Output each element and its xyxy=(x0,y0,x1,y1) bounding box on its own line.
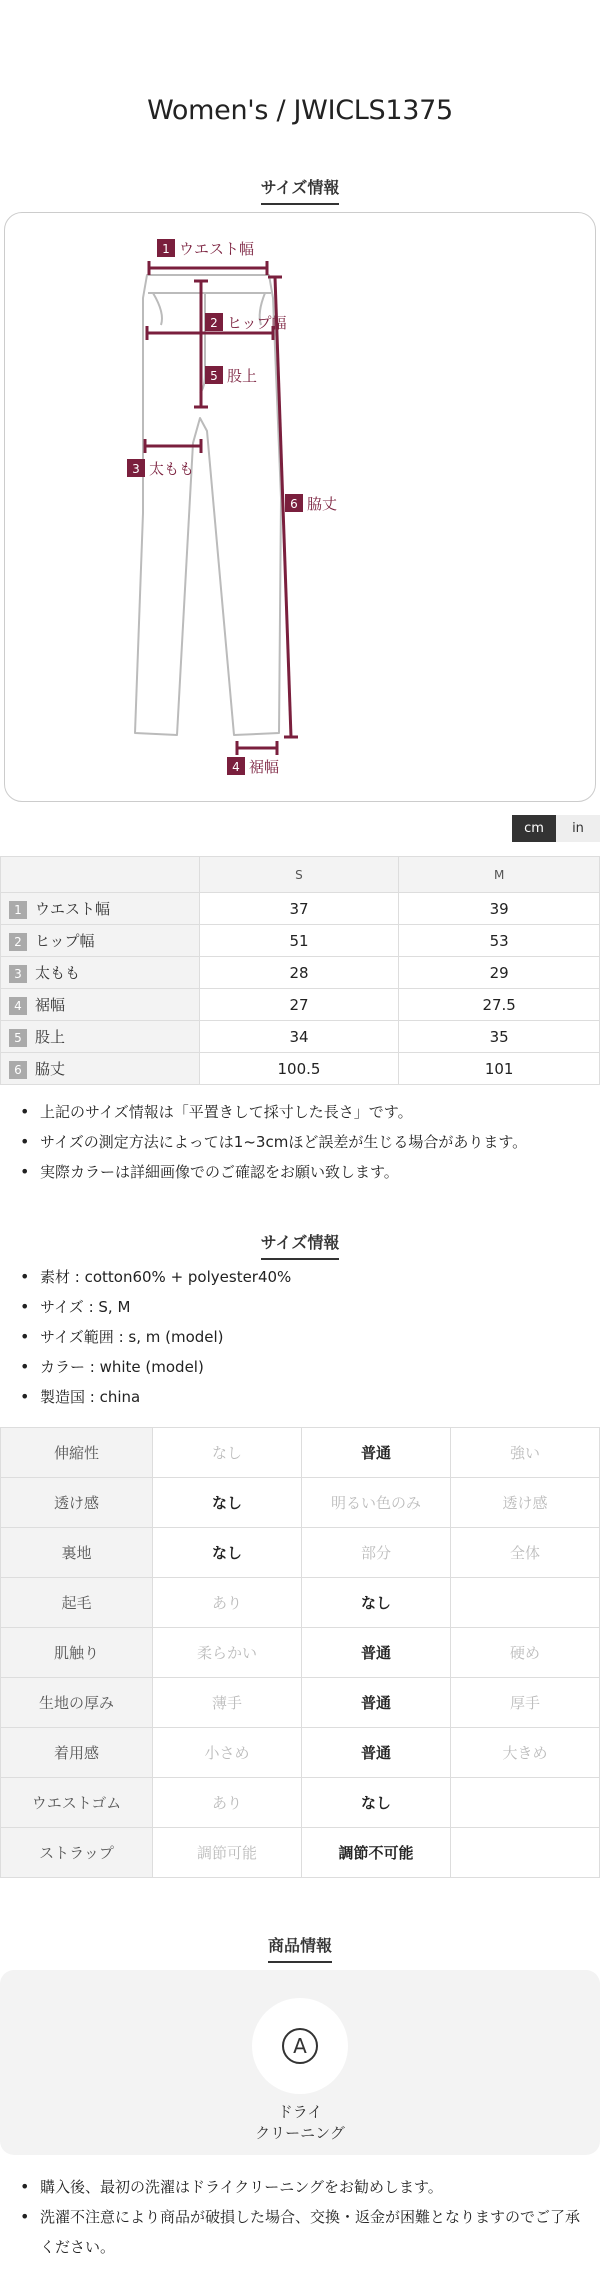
spec-list xyxy=(20,1262,590,1412)
fabric-attribute-label: 生地の厚み xyxy=(1,1678,153,1728)
care-panel xyxy=(0,1970,600,2155)
size-value: 34 xyxy=(199,1021,399,1053)
fabric-option: なし xyxy=(302,1778,451,1828)
fabric-option xyxy=(451,1578,600,1628)
table-row: 2 ヒップ幅 51 53 xyxy=(1,925,600,957)
fabric-option: 硬め xyxy=(451,1628,600,1678)
fabric-option: なし xyxy=(153,1428,302,1478)
size-diagram xyxy=(4,212,596,802)
size-value: 100.5 xyxy=(199,1053,399,1085)
size-value: 101 xyxy=(399,1053,600,1085)
fabric-attribute-label: 伸縮性 xyxy=(1,1428,153,1478)
table-row: 5 股上 34 35 xyxy=(1,1021,600,1053)
size-value: 27.5 xyxy=(399,989,600,1021)
material-heading: サイズ情報 xyxy=(0,1230,600,1260)
fabric-row xyxy=(1,1578,600,1628)
fabric-option: 普通 xyxy=(302,1428,451,1478)
row-label: 脇丈 xyxy=(35,1060,66,1078)
svg-text:1: 1 xyxy=(162,242,170,256)
svg-text:6: 6 xyxy=(290,497,298,511)
fabric-option: 厚手 xyxy=(451,1678,600,1728)
size-col-header: M xyxy=(399,857,600,893)
fabric-option: 調節可能 xyxy=(153,1828,302,1878)
svg-text:4: 4 xyxy=(232,760,240,774)
label-thigh xyxy=(127,459,194,478)
fabric-option: 強い xyxy=(451,1428,600,1478)
note-item: • 上記のサイズ情報は「平置きして採寸した長さ」です。 xyxy=(20,1097,590,1127)
care-label: ドライ クリーニング xyxy=(255,2103,345,2142)
row-label: 股上 xyxy=(35,1028,66,1046)
row-label: ウエスト幅 xyxy=(35,900,111,918)
spec-item: • カラー : white (model) xyxy=(20,1352,590,1382)
fabric-attribute-label: 起毛 xyxy=(1,1578,153,1628)
fabric-row xyxy=(1,1528,600,1578)
pants-diagram xyxy=(5,213,597,803)
fabric-row xyxy=(1,1628,600,1678)
size-value: 29 xyxy=(399,957,600,989)
note-item: • 洗濯不注意により商品が破損した場合、交換・返金が困難となりますのでご了承ください。 xyxy=(20,2202,590,2262)
fabric-option: 大きめ xyxy=(451,1728,600,1778)
fabric-option: 薄手 xyxy=(153,1678,302,1728)
product-info-heading: 商品情報 xyxy=(0,1933,600,1963)
unit-toggle xyxy=(512,815,600,842)
size-value: 37 xyxy=(199,893,399,925)
size-value: 28 xyxy=(199,957,399,989)
fabric-option: 明るい色のみ xyxy=(302,1478,451,1528)
fabric-table xyxy=(0,1427,600,1878)
table-row: 6 脇丈 100.5 101 xyxy=(1,1053,600,1085)
fabric-row xyxy=(1,1828,600,1878)
care-icon-circle xyxy=(252,1998,348,2094)
row-label: 裾幅 xyxy=(35,996,66,1014)
table-row: 4 裾幅 27 27.5 xyxy=(1,989,600,1021)
spec-item: • サイズ : S, M xyxy=(20,1292,590,1322)
fabric-attribute-label: ウエストゴム xyxy=(1,1778,153,1828)
svg-text:裾幅: 裾幅 xyxy=(249,758,280,776)
label-outseam xyxy=(285,494,337,513)
svg-text:3: 3 xyxy=(132,462,140,476)
size-value: 51 xyxy=(199,925,399,957)
svg-text:2: 2 xyxy=(210,316,218,330)
fabric-option: なし xyxy=(302,1578,451,1628)
fabric-option: 普通 xyxy=(302,1628,451,1678)
size-notes xyxy=(20,1097,590,1187)
spec-item: • 素材 : cotton60% + polyester40% xyxy=(20,1262,590,1292)
left-pocket-line xyxy=(153,293,162,325)
size-col-header: S xyxy=(199,857,399,893)
fabric-option xyxy=(451,1828,600,1878)
label-hem xyxy=(227,757,279,776)
note-item: • 実際カラーは詳細画像でのご確認をお願い致します。 xyxy=(20,1157,590,1187)
row-label: ヒップ幅 xyxy=(35,932,95,950)
row-label: 太もも xyxy=(35,964,81,982)
label-rise xyxy=(205,366,257,385)
fabric-attribute-label: 着用感 xyxy=(1,1728,153,1778)
fabric-option: あり xyxy=(153,1778,302,1828)
svg-text:ウエスト幅: ウエスト幅 xyxy=(179,240,255,258)
table-row: 3 太もも 28 29 xyxy=(1,957,600,989)
svg-text:股上: 股上 xyxy=(227,367,258,385)
fabric-option: 小さめ xyxy=(153,1728,302,1778)
fabric-row xyxy=(1,1678,600,1728)
unit-in-button[interactable]: in xyxy=(556,815,600,842)
fabric-row xyxy=(1,1728,600,1778)
label-hip xyxy=(205,313,287,332)
fabric-row xyxy=(1,1478,600,1528)
unit-cm-button[interactable]: cm xyxy=(512,815,556,842)
fabric-option: あり xyxy=(153,1578,302,1628)
fabric-option: 柔らかい xyxy=(153,1628,302,1678)
fabric-attribute-label: ストラップ xyxy=(1,1828,153,1878)
size-value: 35 xyxy=(399,1021,600,1053)
size-value: 39 xyxy=(399,893,600,925)
fabric-option: 透け感 xyxy=(451,1478,600,1528)
fabric-option xyxy=(451,1778,600,1828)
size-table xyxy=(0,856,600,1085)
spec-item: • サイズ範囲 : s, m (model) xyxy=(20,1322,590,1352)
fabric-option: なし xyxy=(153,1528,302,1578)
fabric-option: 調節不可能 xyxy=(302,1828,451,1878)
size-table-header xyxy=(1,857,600,893)
fabric-option: 全体 xyxy=(451,1528,600,1578)
svg-text:ヒップ幅: ヒップ幅 xyxy=(227,314,287,332)
fabric-option: 普通 xyxy=(302,1678,451,1728)
svg-text:5: 5 xyxy=(210,369,218,383)
note-item: • サイズの測定方法によっては1~3cmほど誤差が生じる場合があります。 xyxy=(20,1127,590,1157)
label-waist xyxy=(157,239,254,258)
table-row: 1 ウエスト幅 37 39 xyxy=(1,893,600,925)
size-value: 27 xyxy=(199,989,399,1021)
spec-item: • 製造国 : china xyxy=(20,1382,590,1412)
size-value: 53 xyxy=(399,925,600,957)
fabric-row xyxy=(1,1428,600,1478)
size-info-heading: サイズ情報 xyxy=(0,175,600,205)
pants-outline xyxy=(135,275,281,735)
fabric-option: 部分 xyxy=(302,1528,451,1578)
fabric-option: なし xyxy=(153,1478,302,1528)
note-item: • 購入後、最初の洗濯はドライクリーニングをお勧めします。 xyxy=(20,2172,590,2202)
care-notes xyxy=(20,2172,590,2262)
fabric-attribute-label: 裏地 xyxy=(1,1528,153,1578)
fabric-option: 普通 xyxy=(302,1728,451,1778)
fabric-attribute-label: 透け感 xyxy=(1,1478,153,1528)
fabric-row xyxy=(1,1778,600,1828)
fabric-attribute-label: 肌触り xyxy=(1,1628,153,1678)
svg-text:脇丈: 脇丈 xyxy=(307,495,338,513)
product-title: Women's / JWICLS1375 xyxy=(147,95,453,126)
svg-text:太もも: 太もも xyxy=(149,460,195,478)
dry-clean-icon: A xyxy=(282,2028,318,2064)
